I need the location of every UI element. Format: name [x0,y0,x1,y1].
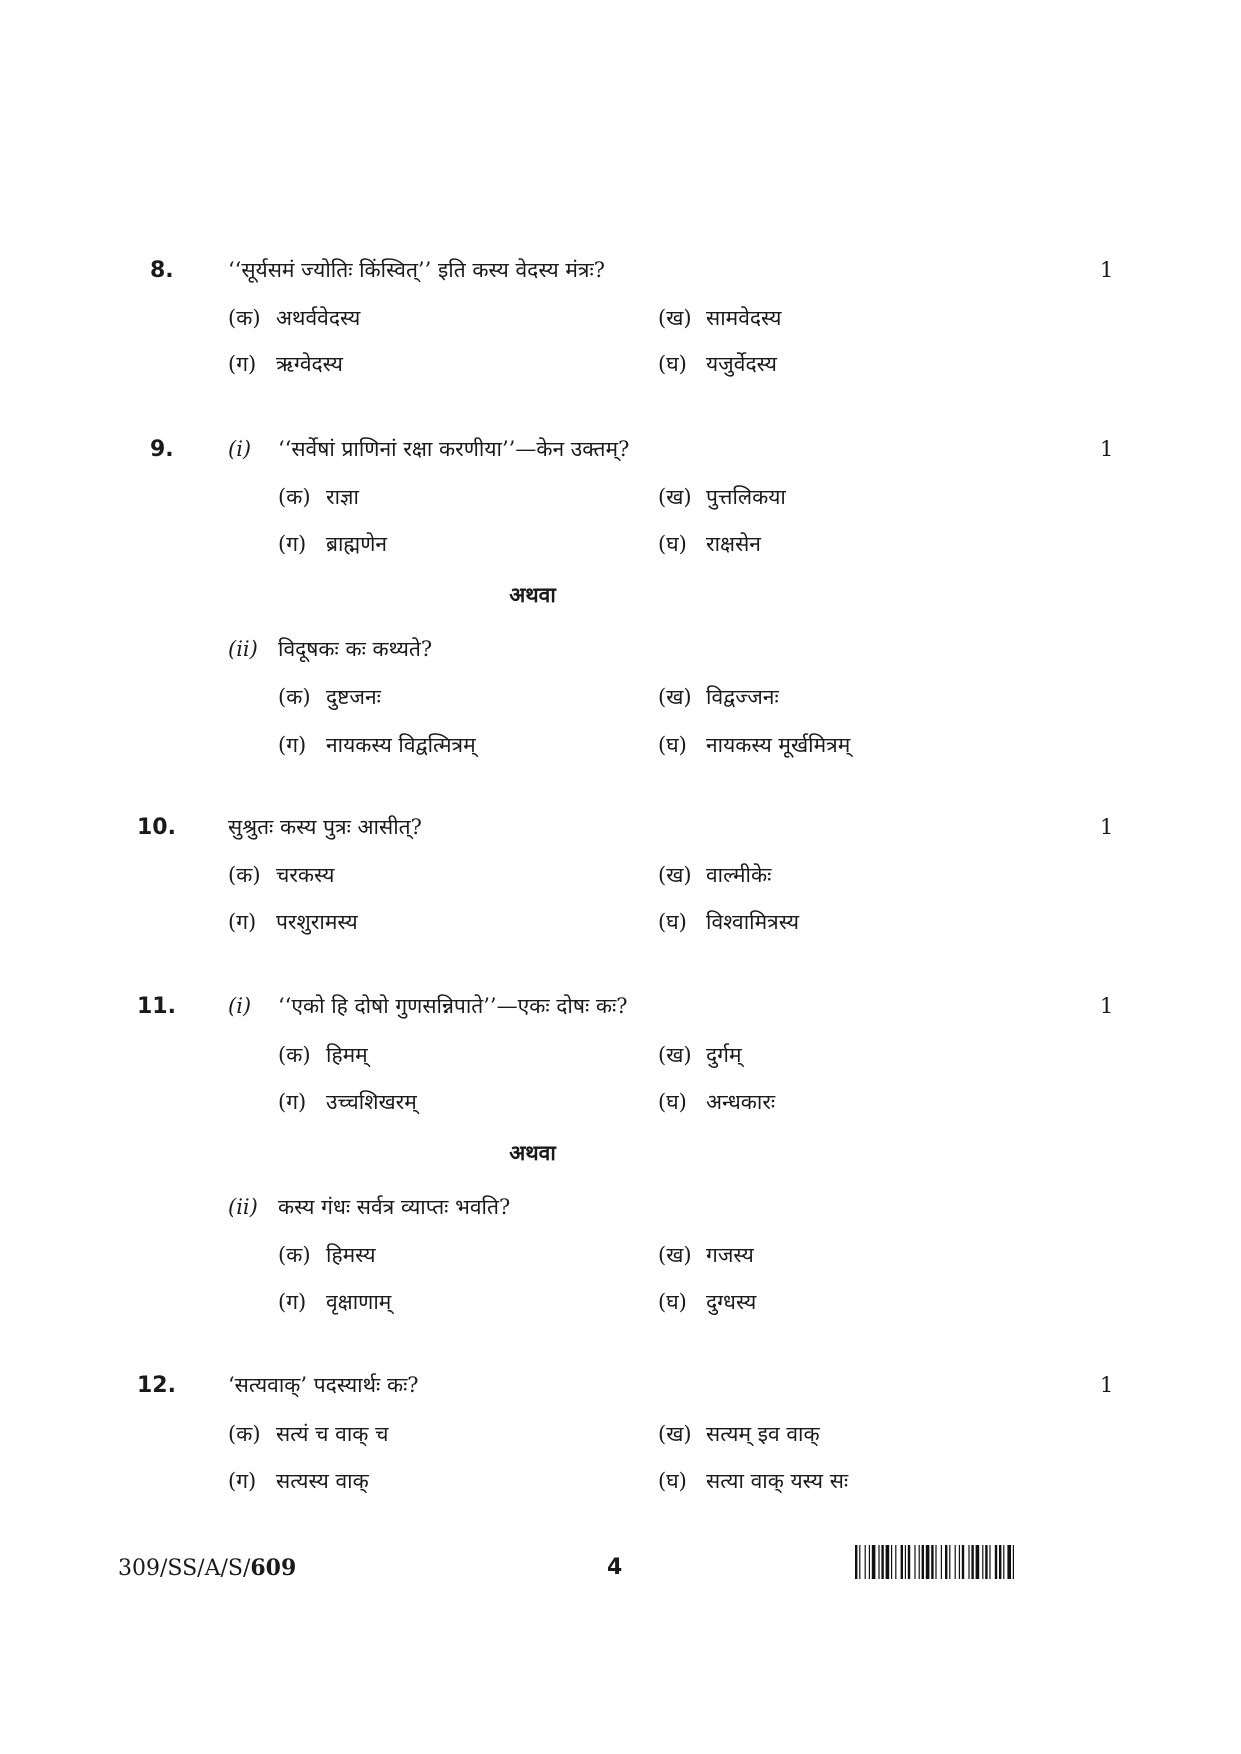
question-stem: सुश्रुतः कस्य पुत्रः आसीत्? [228,815,422,839]
option-ka: (क) दुष्टजनः [278,685,381,709]
option-ka: (क) चरकस्य [228,863,335,887]
option-kha: (ख) दुर्गम् [658,1043,742,1067]
option-ga: (ग) नायकस्य विद्वत्मित्रम् [278,733,476,757]
option-gha: (घ) दुग्धस्य [658,1290,757,1314]
marks: 1 [1100,1373,1114,1397]
or-separator: अथवा [509,582,556,607]
option-gha: (घ) राक्षसेन [658,532,761,556]
sub-part-ii: (ii) [228,1195,258,1219]
option-ga: (ग) सत्यस्य वाक् [228,1469,369,1493]
option-gha: (घ) नायकस्य मूर्खमित्रम् [658,733,851,757]
option-ga: (ग) ब्राह्मणेन [278,532,388,556]
option-kha: (ख) गजस्य [658,1243,754,1267]
question-stem: ‘सत्यवाक्’ पदस्यार्थः कः? [228,1373,419,1397]
barcode-icon [855,1545,1117,1579]
option-ka: (क) हिमस्य [278,1243,376,1267]
option-gha: (घ) विश्वामित्रस्य [658,910,800,934]
option-kha: (ख) वाल्मीकेः [658,863,772,887]
option-ka: (क) राज्ञा [278,485,359,509]
question-stem: ‘‘सूर्यसमं ज्योतिः किंस्वित्’’ इति कस्य वेदस्य मंत्रः? [228,258,606,282]
option-ka: (क) सत्यं च वाक् च [228,1422,389,1446]
option-kha: (ख) सत्यम् इव वाक् [658,1422,820,1446]
question-stem: विदूषकः कः कथ्यते? [278,637,433,661]
option-kha: (ख) पुत्तलिकया [658,485,786,509]
page-number: 4 [607,1555,623,1580]
marks: 1 [1100,815,1114,839]
question-stem: ‘‘सर्वेषां प्राणिनां रक्षा करणीया’’—केन उक्तम्? [278,437,630,461]
sub-part-i: (i) [228,437,252,461]
option-gha: (घ) यजुर्वेदस्य [658,352,777,376]
question-number: 12. [137,1373,176,1398]
option-ga: (ग) ऋग्वेदस्य [228,352,343,376]
sub-part-i: (i) [228,994,252,1018]
option-gha: (घ) सत्या वाक् यस्य सः [658,1469,849,1493]
question-stem: ‘‘एको हि दोषो गुणसन्निपाते’’—एकः दोषः कः? [278,994,628,1018]
marks: 1 [1100,437,1114,461]
question-number: 9. [150,437,174,462]
or-separator: अथवा [509,1140,556,1165]
option-ka: (क) अथर्ववेदस्य [228,306,361,330]
sub-part-ii: (ii) [228,637,258,661]
question-number: 8. [150,258,174,283]
question-number: 11. [137,994,176,1019]
question-stem: कस्य गंधः सर्वत्र व्याप्तः भवति? [278,1195,511,1219]
option-ga: (ग) उच्चशिखरम् [278,1090,417,1114]
question-number: 10. [137,815,176,840]
option-ga: (ग) परशुरामस्य [228,910,358,934]
option-gha: (घ) अन्धकारः [658,1090,776,1114]
option-ga: (ग) वृक्षाणाम् [278,1290,392,1314]
option-ka: (क) हिमम् [278,1043,368,1067]
marks: 1 [1100,994,1114,1018]
option-kha: (ख) विद्वज्जनः [658,685,779,709]
marks: 1 [1100,258,1114,282]
paper-code: 309/SS/A/S/609 [118,1555,297,1581]
option-kha: (ख) सामवेदस्य [658,306,782,330]
